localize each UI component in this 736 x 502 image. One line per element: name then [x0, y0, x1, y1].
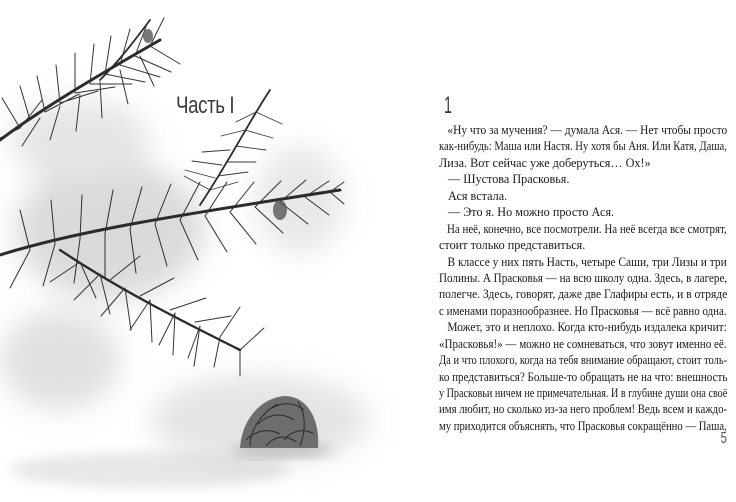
part-title: Часть I [176, 92, 235, 119]
text-line: ко представиться? Больше-то обращать не на что: внешность [439, 369, 728, 384]
text-line: «Ну что за мучения? — думала Ася. — Нет чтобы просто [447, 123, 728, 137]
text-line: Да и что плохого, когда на тебя внимание обращают, стоит толь- [439, 353, 728, 368]
chapter-body-text [439, 122, 727, 434]
text-line: В классе у них пять Насть, четыре Саши, три Лизы и три [447, 254, 727, 269]
text-line: у Прасковьи ничем не примечательная. И в глубине души она своё [439, 386, 728, 400]
page-number: 5 [720, 430, 727, 447]
text-line: му приходится объяснять, что Прасковья сокращённо — Паша, [439, 418, 727, 433]
text-line: На неё, конечно, все посмотрели. На неё всегда все смотрят, [447, 221, 727, 236]
text-line: Полины. А Прасковья — на всю школу одна. Здесь, в лагере, [439, 270, 728, 285]
text-line: «Прасковья!» — можно не сомневаться, что зовут именно её. [439, 336, 727, 351]
chapter-number: 1 [444, 92, 453, 119]
text-line: Лиза. Вот сейчас уже доберуться… Ох!» [439, 155, 651, 170]
right-page [368, 0, 736, 502]
text-line: — Шустова Прасковья. [448, 172, 570, 187]
text-line: как-нибудь: Маша или Настя. Ну хотя бы Аня. Или Катя, Даша, [439, 139, 727, 154]
text-line: с именами поразнообразнее. Но Прасковья — всё равно одна. [439, 303, 727, 318]
text-line: Может, это и неплохо. Когда кто-нибудь издалека кричит: [447, 320, 727, 335]
text-line: Ася встала. [448, 188, 508, 203]
text-line: — Это я. Но можно просто Ася. [448, 205, 615, 220]
text-line: полегче. Здесь, говорят, даже две Глафиры есть, и в отряде [439, 287, 728, 302]
text-line: стоит только представиться. [439, 238, 586, 253]
text-line: имя любит, но сколько из-за него проблем! Ведь всем и каждо- [439, 402, 728, 417]
